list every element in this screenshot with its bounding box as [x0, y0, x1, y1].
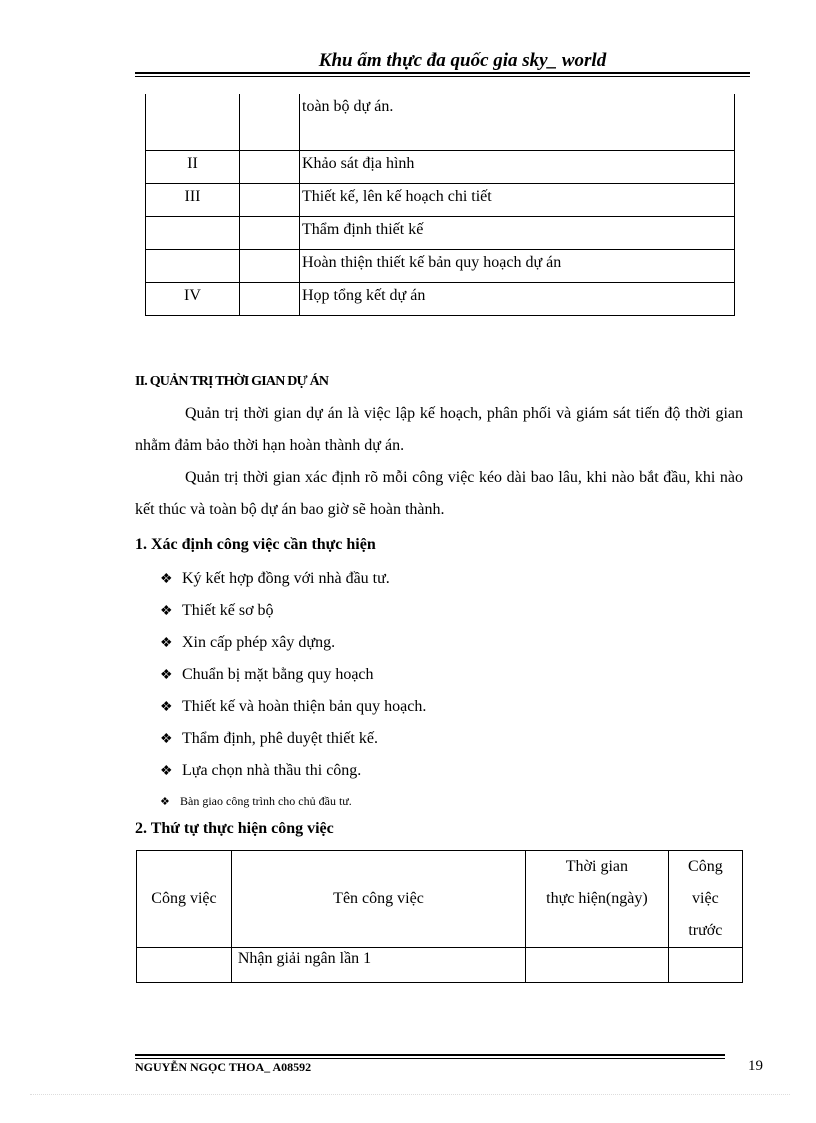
diamond-bullet-icon: ❖: [160, 764, 173, 779]
step-sub-cell: [240, 94, 300, 151]
header-rule-thin: [135, 76, 750, 77]
header-cell-task: Công việc: [137, 851, 232, 948]
step-number-cell: III: [146, 184, 240, 217]
diamond-bullet-icon: ❖: [160, 732, 173, 747]
table-row: [137, 948, 743, 983]
list-item: [160, 659, 426, 691]
header-rule: [135, 72, 750, 74]
subsection-heading: 2. Thứ tự thực hiện công việc: [135, 820, 334, 837]
step-number-cell: II: [146, 151, 240, 184]
diamond-bullet-icon: ❖: [160, 572, 173, 587]
header-text: thực hiện(ngày): [546, 890, 648, 907]
list-item-text: Bàn giao công trình cho chủ đầu tư.: [180, 794, 352, 808]
page-header-title: Khu ẩm thực đa quốc gia sky_ world: [318, 50, 607, 71]
footer-author: NGUYỄN NGỌC THOA_ A08592: [135, 1060, 312, 1074]
list-item-text: Thiết kế và hoàn thiện bản quy hoạch.: [182, 698, 427, 715]
step-text-cell: Thiết kế, lên kế hoạch chi tiết: [300, 184, 735, 217]
diamond-bullet-icon: ❖: [160, 796, 170, 808]
paragraph-text: Quản trị thời gian dự án là việc lập kế hoạch, phân phối và giám sát tiến độ thời gian nhằm đảm bảo thời hạn hoàn thành dự án.: [135, 405, 743, 454]
step-text-cell: toàn bộ dự án.: [300, 94, 735, 151]
step-sub-cell: [240, 283, 300, 316]
step-text-cell: Thẩm định thiết kế: [300, 217, 735, 250]
page-edge-dotted-line: [30, 1094, 790, 1095]
header-cell-task-name: Tên công việc: [231, 851, 525, 948]
list-item: [160, 595, 426, 627]
step-sub-cell: [240, 151, 300, 184]
diamond-bullet-icon: ❖: [160, 636, 173, 651]
list-item-text: Thẩm định, phê duyệt thiết kế.: [182, 730, 378, 747]
task-name-cell: Nhận giải ngân lần 1: [231, 948, 525, 983]
project-steps-table: [145, 94, 735, 316]
task-cell: [137, 948, 232, 983]
step-text-cell: Khảo sát địa hình: [300, 151, 735, 184]
list-item: [160, 723, 426, 755]
duration-cell: [526, 948, 669, 983]
table-row: [146, 283, 735, 316]
predecessor-cell: [668, 948, 742, 983]
header-text: Thời gian: [565, 858, 629, 875]
table-row: [146, 217, 735, 250]
step-text-cell: Họp tổng kết dự án: [300, 283, 735, 316]
paragraph-text: Quản trị thời gian xác định rõ mỗi công việc kéo dài bao lâu, khi nào bắt đầu, khi nào kết thúc và toàn bộ dự án bao giờ sẽ hoàn thành.: [135, 469, 743, 518]
list-item-text: Chuẩn bị mặt bằng quy hoạch: [182, 666, 374, 683]
header-text: trước: [688, 922, 723, 939]
table-row: [146, 250, 735, 283]
task-order-table: [136, 850, 743, 983]
footer-rule-thin: [135, 1058, 725, 1059]
diamond-bullet-icon: ❖: [160, 668, 173, 683]
list-item-text: Thiết kế sơ bộ: [182, 602, 274, 619]
header-cell-predecessor: [668, 851, 742, 948]
diamond-bullet-icon: ❖: [160, 700, 173, 715]
list-item-text: Ký kết hợp đồng với nhà đầu tư.: [182, 570, 390, 587]
header-cell-duration: [526, 851, 669, 948]
step-number-cell: IV: [146, 283, 240, 316]
paragraph: [135, 398, 743, 462]
subsection-heading: 1. Xác định công việc cần thực hiện: [135, 536, 376, 553]
paragraph: [135, 462, 743, 526]
step-sub-cell: [240, 184, 300, 217]
step-number-cell: [146, 217, 240, 250]
task-bullet-list: [160, 563, 426, 815]
table-row: [146, 94, 735, 151]
list-item: [160, 787, 426, 815]
step-sub-cell: [240, 217, 300, 250]
diamond-bullet-icon: ❖: [160, 604, 173, 619]
list-item: [160, 691, 426, 723]
list-item: [160, 627, 426, 659]
list-item: [160, 755, 426, 787]
page-number: 19: [748, 1058, 763, 1074]
step-number-cell: [146, 94, 240, 151]
list-item-text: Xin cấp phép xây dựng.: [182, 634, 336, 651]
header-text: việc: [692, 890, 719, 907]
section-heading: II. QUẢN TRỊ THỜI GIAN DỰ ÁN: [135, 374, 329, 389]
step-text-cell: Hoàn thiện thiết kế bản quy hoạch dự án: [300, 250, 735, 283]
list-item-text: Lựa chọn nhà thầu thi công.: [182, 762, 362, 779]
header-text: Công: [688, 858, 723, 875]
step-sub-cell: [240, 250, 300, 283]
table-row: [146, 151, 735, 184]
footer-rule: [135, 1054, 725, 1056]
table-header-row: [137, 851, 743, 948]
list-item: [160, 563, 426, 595]
step-number-cell: [146, 250, 240, 283]
table-row: [146, 184, 735, 217]
